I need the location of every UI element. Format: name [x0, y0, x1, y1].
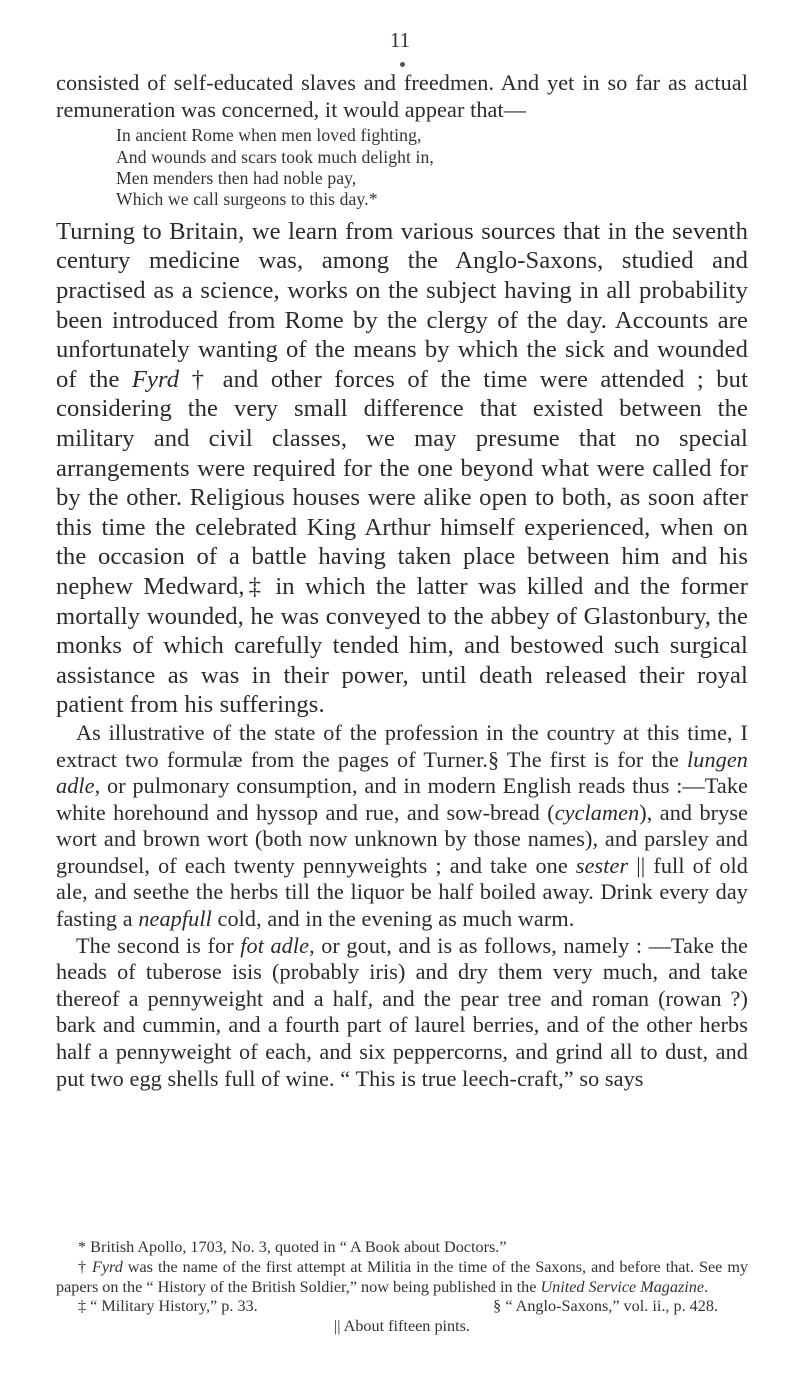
footnote-5: || About fifteen pints.: [334, 1317, 470, 1336]
paragraph-britain: [56, 217, 748, 720]
formulae-cyclamen: cyclamen: [554, 799, 640, 825]
intro-paragraph: [56, 70, 748, 123]
formulae-text-2: , or pulmonary consumption, and in modern English reads thus :—Take white horehound and hyssop and rue, and sow-bread (: [56, 773, 748, 825]
formulae-text-5: cold, and in the evening as much warm.: [211, 906, 575, 932]
footnote-row-3-4: [56, 1297, 748, 1317]
britain-fyrd: Fyrd: [131, 365, 180, 393]
gout-text-2: , or gout, and is as follows, namely : —Take the heads of tuberose isis (probably iris) and dry them very much, and take thereof a pennyweight and a half, and the pear tree and roman (rowan ?) bark and cummin, and a fourth part of laurel berries, and of the other herbs half a pennyweight of each, and six peppercorns, and grind all to dust, and put two egg shells full of wine. “ This is true leech-craft,” so says: [56, 932, 748, 1091]
formulae-sester: sester: [575, 852, 629, 878]
verse-quote: [116, 125, 748, 211]
print-speck: [400, 62, 405, 67]
verse-line-1: In ancient Rome when men loved fighting,: [116, 125, 422, 146]
main-text: [56, 70, 748, 1092]
footnote-2: [56, 1258, 748, 1298]
verse-line-2: And wounds and scars took much delight in,: [116, 146, 434, 167]
formulae-text-4: || full of old ale, and seethe the herbs till the liquor be half boiled away. Drink every day fasting a: [56, 852, 748, 932]
page-number: 11: [389, 28, 411, 52]
gout-text-1: The second is for: [76, 932, 241, 958]
footnote-2-text-c: .: [704, 1277, 709, 1296]
formulae-neapfull: neapfull: [138, 906, 212, 932]
footnote-2-magazine: United Service Magazine: [540, 1277, 705, 1296]
formulae-text-3: ), and bryse wort and brown wort (both now unknown by those names), and parsley and groundsel, of each twenty pennyweights ; and take one: [56, 799, 749, 878]
footnote-2-text-b: was the name of the first attempt at Militia in the time of the Saxons, and before that. See my papers on the “ History of the British Soldier,” now being published in the: [56, 1257, 748, 1296]
footnote-1: * British Apollo, 1703, No. 3, quoted in “ A Book about Doctors.”: [78, 1238, 507, 1256]
britain-text-1: Turning to Britain, we learn from various sources that in the seventh century medicine was, among the Anglo-Saxons, studied and practised as a science, works on the subject having in all probability been introduced from Rome by the clergy of the day. Accounts are unfortunately wanting of the means by which the sick and wounded of the: [56, 217, 748, 393]
intro-text: consisted of self-educated slaves and freedmen. And yet in so far as actual remuneration was concerned, it would appear that—: [56, 70, 748, 122]
footnote-2-fyrd: Fyrd: [91, 1257, 123, 1276]
formulae-lungen: lungen adle: [56, 746, 748, 799]
footnotes: [56, 1238, 748, 1337]
footnote-2-text-a: †: [78, 1257, 92, 1276]
verse-line-3: Men menders then had noble pay,: [116, 168, 357, 188]
gout-fot: fot adle: [240, 932, 310, 958]
footnote-3: ‡ “ Military History,” p. 33.: [78, 1297, 258, 1316]
paragraph-formulae: [56, 720, 748, 933]
paragraph-gout: [56, 933, 748, 1093]
britain-text-2: † and other forces of the time were attended ; but considering the very small difference that existed between the military and civil classes, we may presume that no special arrangements were required for the one beyond what were called for by the other. Religious houses were alike open to both, as soon after this time the celebrated King Arthur himself experienced, when on the occasion of a battle having taken place between him and his nephew Medward,‡ in which the latter was killed and the former mortally wounded, he was conveyed to the abbey of Glastonbury, the monks of which carefully tended him, and bestowed such surgical assistance as was in their power, until death released their royal patient from his sufferings.: [56, 365, 749, 719]
verse-line-4: Which we call surgeons to this day.*: [116, 189, 378, 210]
formulae-text-1: As illustrative of the state of the profession in the country at this time, I extract two formulæ from the pages of Turner.§ The first is for the: [56, 719, 748, 772]
footnote-4: § “ Anglo-Saxons,” vol. ii., p. 428.: [493, 1297, 718, 1316]
